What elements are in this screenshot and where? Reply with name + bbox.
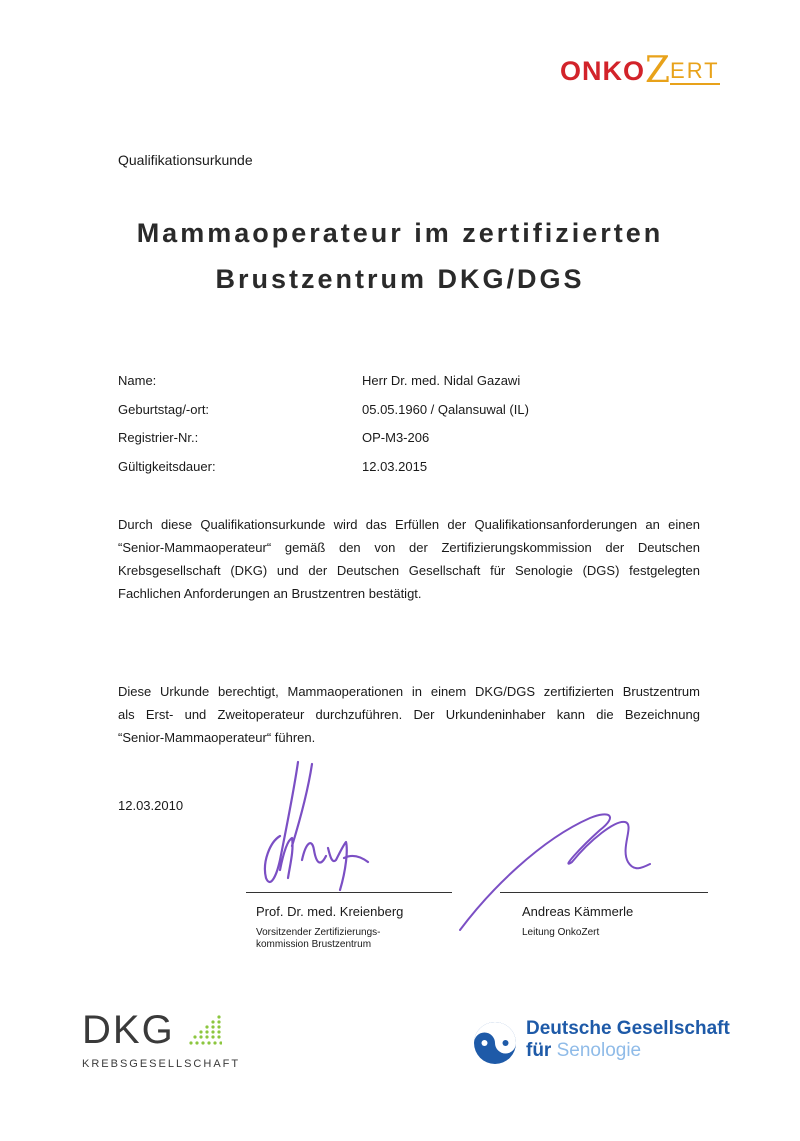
dgs-logo-line2a: für xyxy=(526,1040,557,1061)
signatory1-role-line2: kommission Brustzentrum xyxy=(256,939,372,950)
issue-date: 12.03.2010 xyxy=(118,798,184,813)
field-value-birth: 05.05.1960 / Qalansuwal (IL) xyxy=(362,402,529,417)
document-type: Qualifikationsurkunde xyxy=(118,152,253,168)
paragraph1-line: Fachlichen Anforderungen an Brustzentren bestätigt. xyxy=(118,586,422,601)
field-label-birth: Geburtstag/-ort: xyxy=(118,402,210,417)
field-label-name: Name: xyxy=(118,373,157,388)
signature-kaemmerle xyxy=(450,800,680,940)
dkg-logo-subtitle: KREBSGESELLSCHAFT xyxy=(82,1058,241,1070)
onkozert-logo-part1: ONKO xyxy=(560,56,645,86)
onkozert-logo-part3: ERT xyxy=(670,58,720,83)
dkg-logo xyxy=(82,1010,240,1070)
dkg-logo-text: DKG xyxy=(82,1008,175,1052)
dgs-logo-line2b: Senologie xyxy=(556,1040,642,1061)
signature-line-2 xyxy=(500,892,708,893)
field-label-validity: Gültigkeitsdauer: xyxy=(118,459,216,474)
paragraph2-line: “Senior-Mammaoperateur“ führen. xyxy=(118,730,316,745)
signatory1-role xyxy=(256,927,381,951)
signature-kreienberg xyxy=(240,750,390,900)
dkg-dots-icon xyxy=(188,1014,222,1048)
field-value-name: Herr Dr. med. Nidal Gazawi xyxy=(362,373,521,388)
field-value-registration: OP-M3-206 xyxy=(362,430,430,445)
paragraph1-line: Durch diese Qualifikationsurkunde wird das Erfüllen der Qualifikationsanforderungen an einen xyxy=(118,517,700,532)
paragraph-entitlement xyxy=(118,680,700,749)
field-label-registration: Registrier-Nr.: xyxy=(118,430,199,445)
paragraph1-line: “Senior-Mammaoperateur“ gemäß den von der Zertifizierungskommission der Deutschen xyxy=(118,540,700,555)
signatory2-role: Leitung OnkoZert xyxy=(522,927,600,938)
paragraph2-line: als Erst- und Zweitoperateur durchzuführen. Der Urkundeninhaber kann die Bezeichnung xyxy=(118,707,700,722)
paragraph-confirmation xyxy=(118,513,700,605)
paragraph2-line: Diese Urkunde berechtigt, Mammaoperationen in einem DKG/DGS zertifizierten Brustzentrum xyxy=(118,684,700,699)
signatory2-name: Andreas Kämmerle xyxy=(522,904,634,919)
onkozert-logo-part2: Z xyxy=(645,50,671,91)
signatory1-name: Prof. Dr. med. Kreienberg xyxy=(256,904,404,919)
dgs-logo-line1: Deutsche Gesellschaft xyxy=(526,1018,730,1039)
paragraph1-line: Krebsgesellschaft (DKG) und der Deutschen Gesellschaft für Senologie (DGS) festgelegten xyxy=(118,563,700,578)
yin-yang-icon xyxy=(472,1020,518,1066)
signatory1-role-line1: Vorsitzender Zertifizierungs- xyxy=(256,927,381,938)
signature-line-1 xyxy=(246,892,452,893)
field-value-validity: 12.03.2015 xyxy=(362,459,428,474)
onkozert-logo xyxy=(560,48,720,89)
title-line2: Brustzentrum DKG/DGS xyxy=(215,264,585,294)
title-line1: Mammaoperateur im zertifizierten xyxy=(136,218,664,248)
dgs-logo-line2 xyxy=(526,1040,641,1062)
